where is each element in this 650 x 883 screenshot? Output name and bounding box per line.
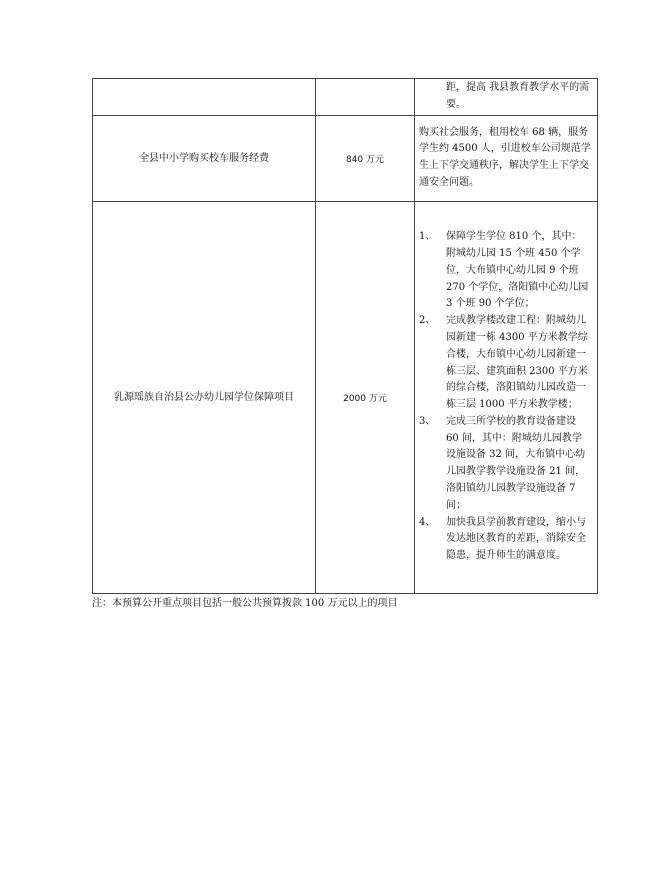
list-item — [419, 229, 591, 313]
table-row — [93, 79, 598, 116]
project-name-cell: 乳源瑶族自治县公办幼儿园学位保障项目 — [93, 201, 316, 593]
budget-table — [92, 78, 598, 594]
item-text: 完成三所学校的教育设备建设 60 间，其中：附城幼儿园教学设施设备 32 间，大布镇中心幼儿园教学教学设施设备 21 间，洛阳镇幼儿园教学设施设备 7 间； — [446, 415, 586, 511]
footnote: 注：本预算公开重点项目包括一般公共预算拨款 100 万元以上的项目 — [92, 598, 398, 609]
item-text: 保障学生学位 810 个，其中：附城幼儿园 15 个班 450 个学位，大布镇中心幼儿园 9 个班 270 个学位，洛阳镇中心幼儿园 3 个班 90 个学位； — [446, 231, 589, 310]
item-number: 1、 — [419, 231, 436, 243]
amount-cell: 2000 万元 — [316, 201, 415, 593]
description-text: 购买社会服务，租用校车 68 辆，服务学生约 4500 人，引进校车公司规范学生上下学交通秩序，解决学生上下学交通安全问题。 — [419, 126, 591, 188]
list-item — [419, 515, 591, 565]
description-cell — [415, 201, 598, 593]
amount-cell — [316, 79, 415, 116]
list-item — [419, 313, 591, 414]
description-text: 距，提高 我县教育教学水平的需要。 — [446, 82, 590, 110]
description-cell — [415, 79, 598, 116]
list-item — [419, 414, 591, 515]
description-cell — [415, 115, 598, 201]
amount-cell: 840 万元 — [316, 115, 415, 201]
project-name-cell — [93, 79, 316, 116]
table-row — [93, 201, 598, 593]
item-number: 2、 — [419, 315, 436, 327]
project-name-cell: 全县中小学购买校车服务经费 — [93, 115, 316, 201]
item-number: 3、 — [419, 415, 436, 427]
table-row — [93, 115, 598, 201]
item-text: 加快我县学前教育建设，缩小与发达地区教育的差距，消除安全隐患，提升师生的满意度。 — [446, 516, 586, 562]
item-number: 4、 — [419, 516, 436, 528]
item-text: 完成教学楼改建工程：附城幼儿园新建一栋 4300 平方米教学综合楼，大布镇中心幼儿园新建一栋三层、建筑面积 2300 平方米的综合楼，洛阳镇幼儿园改造一栋三层 1000 平方米教学楼； — [446, 315, 588, 411]
